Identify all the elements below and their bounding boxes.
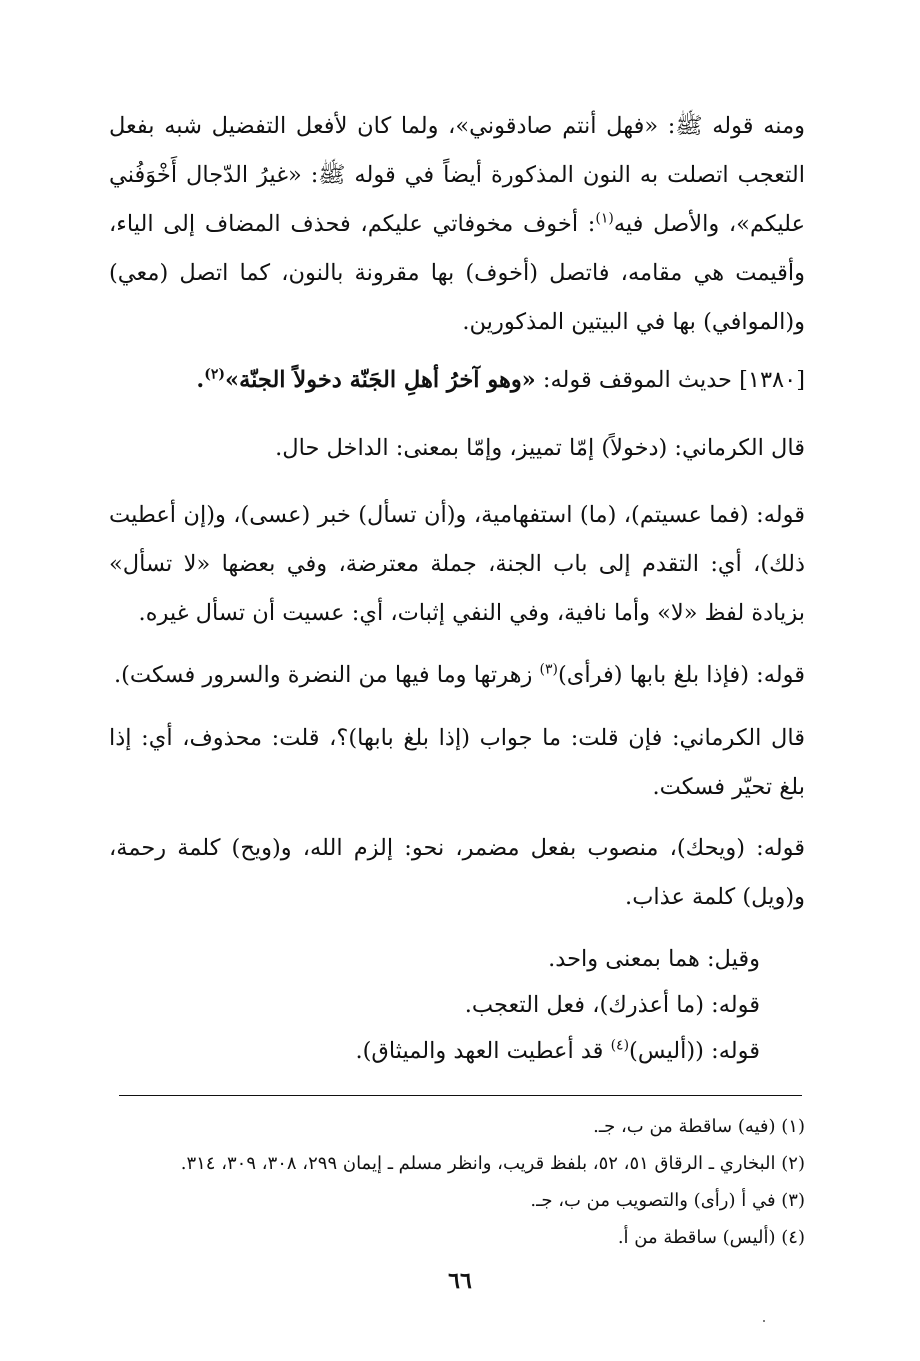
paragraph-maadharak: قوله: (ما أعذرك)، فعل التعجب. [464, 992, 760, 1018]
scan-speck [763, 1320, 765, 1322]
paragraph-alays-tail: قد أعطيت العهد والميثاق). [355, 1038, 611, 1064]
footnote-3: (٣) في أ (رأى) والتصويب من ب، جـ. [530, 1190, 805, 1211]
paragraph-alays-text: قوله: ((أليس) [629, 1038, 760, 1064]
page-number: ٦٦ [448, 1268, 472, 1294]
footnotes [109, 1108, 805, 1256]
paragraph-balagh [109, 651, 805, 700]
paragraph-kirmani-2: قال الكرماني: فإن قلت: ما جواب (إذا بلغ بابها)؟، قلت: محذوف، أي: إذا بلغ تحيّر فسكت. [109, 725, 805, 800]
hadith-heading-end: . [196, 367, 205, 393]
paragraph-intro-tail: : أخوف مخوفاتي عليكم، فحذف المضاف إلى الياء، وأقيمت هي مقامه، فاتصل (أخوف) بها مقرونة بالنون، كما اتصل (معي) و(الموافي) بها في البيتين المذكورين. [109, 211, 805, 335]
footnote-4: (٤) (أليس) ساقطة من أ. [617, 1227, 805, 1248]
paragraph-alays [109, 1027, 760, 1076]
footnote-ref-1: (١) [595, 210, 614, 227]
footnote-ref-3: (٣) [539, 661, 558, 678]
hadith-heading-prefix: [١٣٨٠] حديث الموقف قوله: [535, 367, 805, 393]
footnote-ref-4: (٤) [610, 1037, 630, 1054]
footnote-ref-2: (٢) [204, 366, 226, 383]
paragraph-balagh-tail: زهرتها وما فيها من النضرة والسرور فسكت). [113, 662, 540, 688]
hadith-heading-quote: «وهو آخرُ أهلِ الجَنّة دخولاً الجنّة» [225, 367, 536, 393]
footnote-divider [119, 1095, 802, 1096]
paragraph-balagh-text: قوله: (فإذا بلغ بابها (فرأى) [557, 662, 805, 688]
paragraph-intro-text: ومنه قوله ﷺ: «فهل أنتم صادقوني»، ولما كان لأفعل التفضيل شبه بفعل التعجب اتصلت به النون المذكورة أيضاً في قوله ﷺ: «غيرُ الدّجال أَخْوَفُني عليكم»، والأصل فيه [109, 113, 806, 237]
paragraph-qila: وقيل: هما بمعنى واحد. [548, 946, 760, 972]
footnote-2: (٢) البخاري ـ الرقاق ٥١، ٥٢، بلفظ قريب، وانظر مسلم ـ إيمان ٢٩٩، ٣٠٨، ٣٠٩، ٣١٤. [180, 1153, 805, 1174]
paragraph-asaytum: قوله: (فما عسيتم)، (ما) استفهامية، و(أن تسأل) خبر (عسى)، و(إن أعطيت ذلك)، أي: التقدم إلى باب الجنة، جملة معترضة، وفي بعضها «لا تسأل» بزيادة لفظ «لا» وأما نافية، وفي النفي إثبات، أي: عسيت أن تسأل غيره. [109, 502, 805, 626]
hadith-heading [109, 356, 805, 405]
paragraph-kirmani-1: قال الكرماني: (دخولاً) إمّا تمييز، وإمّا بمعنى: الداخل حال. [275, 435, 805, 461]
paragraph-intro [109, 102, 805, 347]
footnote-1: (١) (فيه) ساقطة من ب، جـ. [593, 1116, 805, 1137]
paragraph-wayhak: قوله: (ويحك)، منصوب بفعل مضمر، نحو: إلزم الله، و(ويح) كلمة رحمة، و(ويل) كلمة عذاب. [109, 835, 805, 910]
